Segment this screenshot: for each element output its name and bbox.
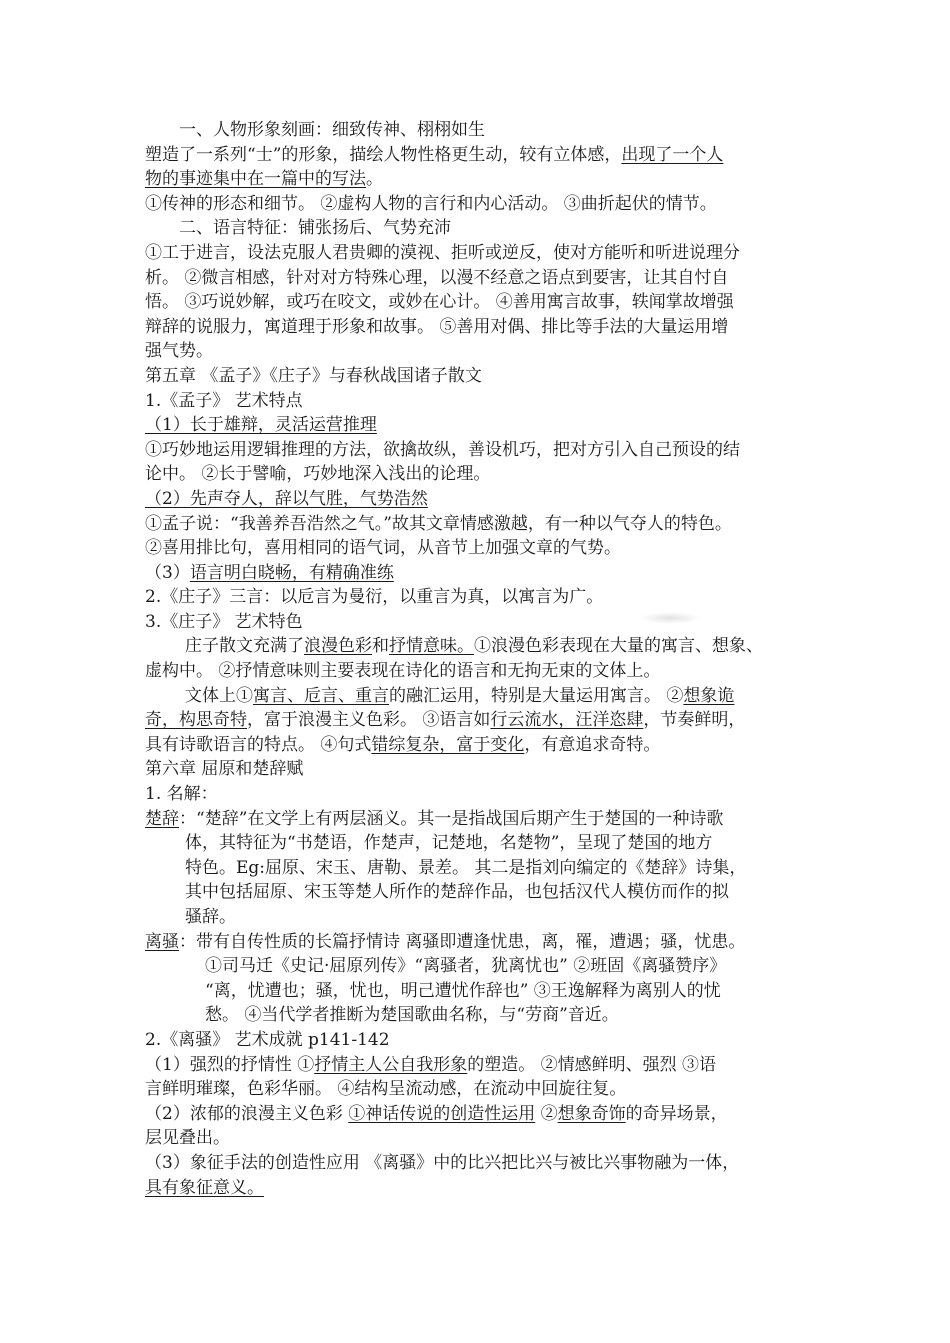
paragraph-line	[145, 1053, 810, 1078]
underlined-text: 具有象征意义。	[145, 1177, 264, 1198]
text-span: 塑造了一系列“士”的形象，描绘人物性格更生动，较有立体感，	[145, 144, 622, 165]
paragraph-line	[145, 634, 810, 659]
paragraph-line: ①孟子说：“我善养吾浩然之气。”故其文章情感激越，有一种以气夺人的特色。	[145, 513, 732, 534]
text-span: ②	[535, 1103, 558, 1124]
paragraph-line: 论中。 ②长于譬喻，巧妙地深入浅出的论理。	[145, 464, 491, 485]
paragraph-line: ②喜用排比句，喜用相同的语气词，从音节上加强文章的气势。	[145, 538, 621, 559]
paragraph-line: 2.《庄子》三言：以卮言为曼衍，以重言为真，以寓言为广。	[145, 587, 604, 608]
underlined-text: 抒情意味。	[389, 636, 474, 657]
point-heading	[145, 413, 810, 438]
text-span: 的融汇运用，特别是大量运用寓言。 ②	[389, 685, 684, 706]
underlined-text: （2）先声夺人，辞以气胜，气势浩然	[145, 488, 428, 509]
underlined-text: 语言明白晓畅，有精确准练	[189, 562, 394, 583]
paragraph-line	[145, 1176, 810, 1201]
underlined-text: 奇，构思奇特	[145, 710, 247, 731]
underlined-text: 行云流水，汪洋恣肆	[490, 710, 644, 731]
text-span: 庄子散文充满了	[185, 636, 304, 657]
text-span: ：“楚辞”在文学上有两层涵义。其一是指战国后期产生于楚国的一种诗歌	[179, 808, 724, 829]
underlined-text: 物的事迹集中在一篇中的写法	[145, 169, 366, 190]
paragraph-line: 强气势。	[145, 341, 213, 362]
underlined-text: 寓言、卮言、重言	[253, 685, 389, 706]
paragraph-line	[145, 708, 810, 733]
underlined-text: 浪漫色彩	[304, 636, 372, 657]
point-heading	[145, 561, 810, 586]
paragraph-line: ①工于进言，设法克服人君贵卿的漠视、拒听或逆反，使对方能听和听进说理分	[145, 242, 740, 263]
underlined-text: 错综复杂，富于变化	[371, 734, 525, 755]
paragraph-line: 特色。Eg:屈原、宋玉、唐勒、景差。 其二是指刘向编定的《楚辞》诗集，	[185, 857, 747, 878]
section-heading-character: 一、人物形象刻画：细致传神、栩栩如生	[179, 120, 485, 140]
underlined-text: 想象奇饰	[557, 1103, 626, 1124]
subsection-heading: 3.《庄子》 艺术特色	[145, 611, 303, 632]
paragraph-line: （3）象征手法的创造性应用 《离骚》中的比兴把比兴与被比兴事物融为一体，	[145, 1152, 740, 1173]
text-span: 和	[372, 636, 389, 657]
term-lisao: 离骚	[145, 931, 179, 952]
text-span: ，富于浪漫主义色彩。 ③语言如	[247, 710, 491, 731]
text-span: （2）浓郁的浪漫主义色彩	[145, 1103, 349, 1124]
paragraph-line: 体，其特征为“书楚语，作楚声，记楚地，名楚物”，呈现了楚国的地方	[185, 833, 713, 854]
paragraph-line	[145, 1102, 810, 1127]
paragraph-line: ①传神的形态和细节。 ②虚构人物的言行和内心活动。 ③曲折起伏的情节。	[145, 193, 717, 214]
text-span: ，节奏鲜明，	[643, 710, 746, 731]
text-span: 。	[366, 169, 383, 190]
text-span: （1）强烈的抒情性 ①	[145, 1054, 315, 1075]
underlined-text: 出现了一个人	[621, 144, 724, 165]
paragraph-line	[145, 733, 810, 758]
term-chuci: 楚辞	[145, 808, 179, 829]
paragraph-line: 层见叠出。	[145, 1128, 230, 1149]
paragraph-line: 骚辞。	[185, 907, 236, 927]
scan-smudge	[640, 612, 700, 624]
paragraph-line	[145, 684, 810, 709]
paragraph-line: 悟。 ③巧说妙解，或巧在咬文，或妙在心计。 ④善用寓言故事，轶闻掌故增强	[145, 292, 734, 313]
text-span: 的奇异场景，	[625, 1103, 728, 1124]
paragraph-line: 辩辞的说服力，寓道理于形象和故事。 ⑤善用对偶、排比等手法的大量运用增	[145, 316, 729, 337]
paragraph-line: ①巧妙地运用逻辑推理的方法，欲擒故纵，善设机巧，把对方引入自己预设的结	[145, 439, 740, 460]
paragraph-line	[145, 143, 810, 168]
underlined-text: ①神话传说的创造性运用	[348, 1103, 536, 1124]
text-span: 的塑造。 ②情感鲜明、强烈 ③语	[467, 1054, 717, 1075]
paragraph-line: 虚构中。 ②抒情意味则主要表现在诗化的语言和无拘无束的文体上。	[145, 661, 661, 682]
paragraph-line: “离，忧遭也；骚，忧也，明己遭忧作辞也” ③王逸解释为离别人的忧	[205, 980, 721, 1001]
text-span: ：带有自传性质的长篇抒情诗 离骚即遭逢忧患，离，罹，遭遇；骚，忧患。	[179, 931, 746, 952]
term-definition-line	[145, 930, 810, 955]
subsection-heading: 1. 名解：	[145, 784, 218, 805]
subsection-heading: 1.《孟子》 艺术特点	[145, 390, 303, 411]
underlined-text: 想象诡	[683, 685, 735, 706]
text-span: ，有意追求奇特。	[524, 734, 661, 755]
paragraph-line: ①司马迁《史记·屈原列传》“离骚者，犹离忧也” ②班固《离骚赞序》	[205, 956, 727, 977]
term-definition-line	[145, 807, 810, 832]
underlined-text: 抒情主人公自我形象	[314, 1054, 468, 1075]
underlined-text: （1）长于雄辩，灵活运营推理	[145, 415, 377, 436]
text-span: ①浪漫色彩表现在大量的寓言、想象、	[474, 636, 763, 657]
subsection-heading: 2.《离骚》 艺术成就 p141-142	[145, 1029, 390, 1050]
point-heading	[145, 487, 810, 512]
chapter-title-6: 第六章 屈原和楚辞赋	[145, 759, 304, 780]
chapter-title-5: 第五章 《孟子》《庄子》与春秋战国诸子散文	[145, 365, 482, 386]
paragraph-line	[145, 167, 810, 192]
paragraph-line: 其中包括屈原、宋玉等楚人所作的楚辞作品，也包括汉代人模仿而作的拟	[185, 882, 729, 903]
text-span: 文体上①	[185, 685, 253, 706]
paragraph-line: 愁。 ④当代学者推断为楚国歌曲名称，与“劳商”音近。	[205, 1005, 619, 1026]
paragraph-line: 言鲜明璀璨，色彩华丽。 ④结构呈流动感，在流动中回旋往复。	[145, 1079, 627, 1100]
paragraph-line: 析。 ②微言相感，针对对方特殊心理，以漫不经意之语点到要害，让其自忖自	[145, 267, 729, 288]
text-span: （3）	[145, 562, 190, 583]
text-span: 具有诗歌语言的特点。 ④句式	[145, 734, 372, 755]
section-heading-language: 二、语言特征：铺张扬后、气势充沛	[179, 218, 451, 239]
